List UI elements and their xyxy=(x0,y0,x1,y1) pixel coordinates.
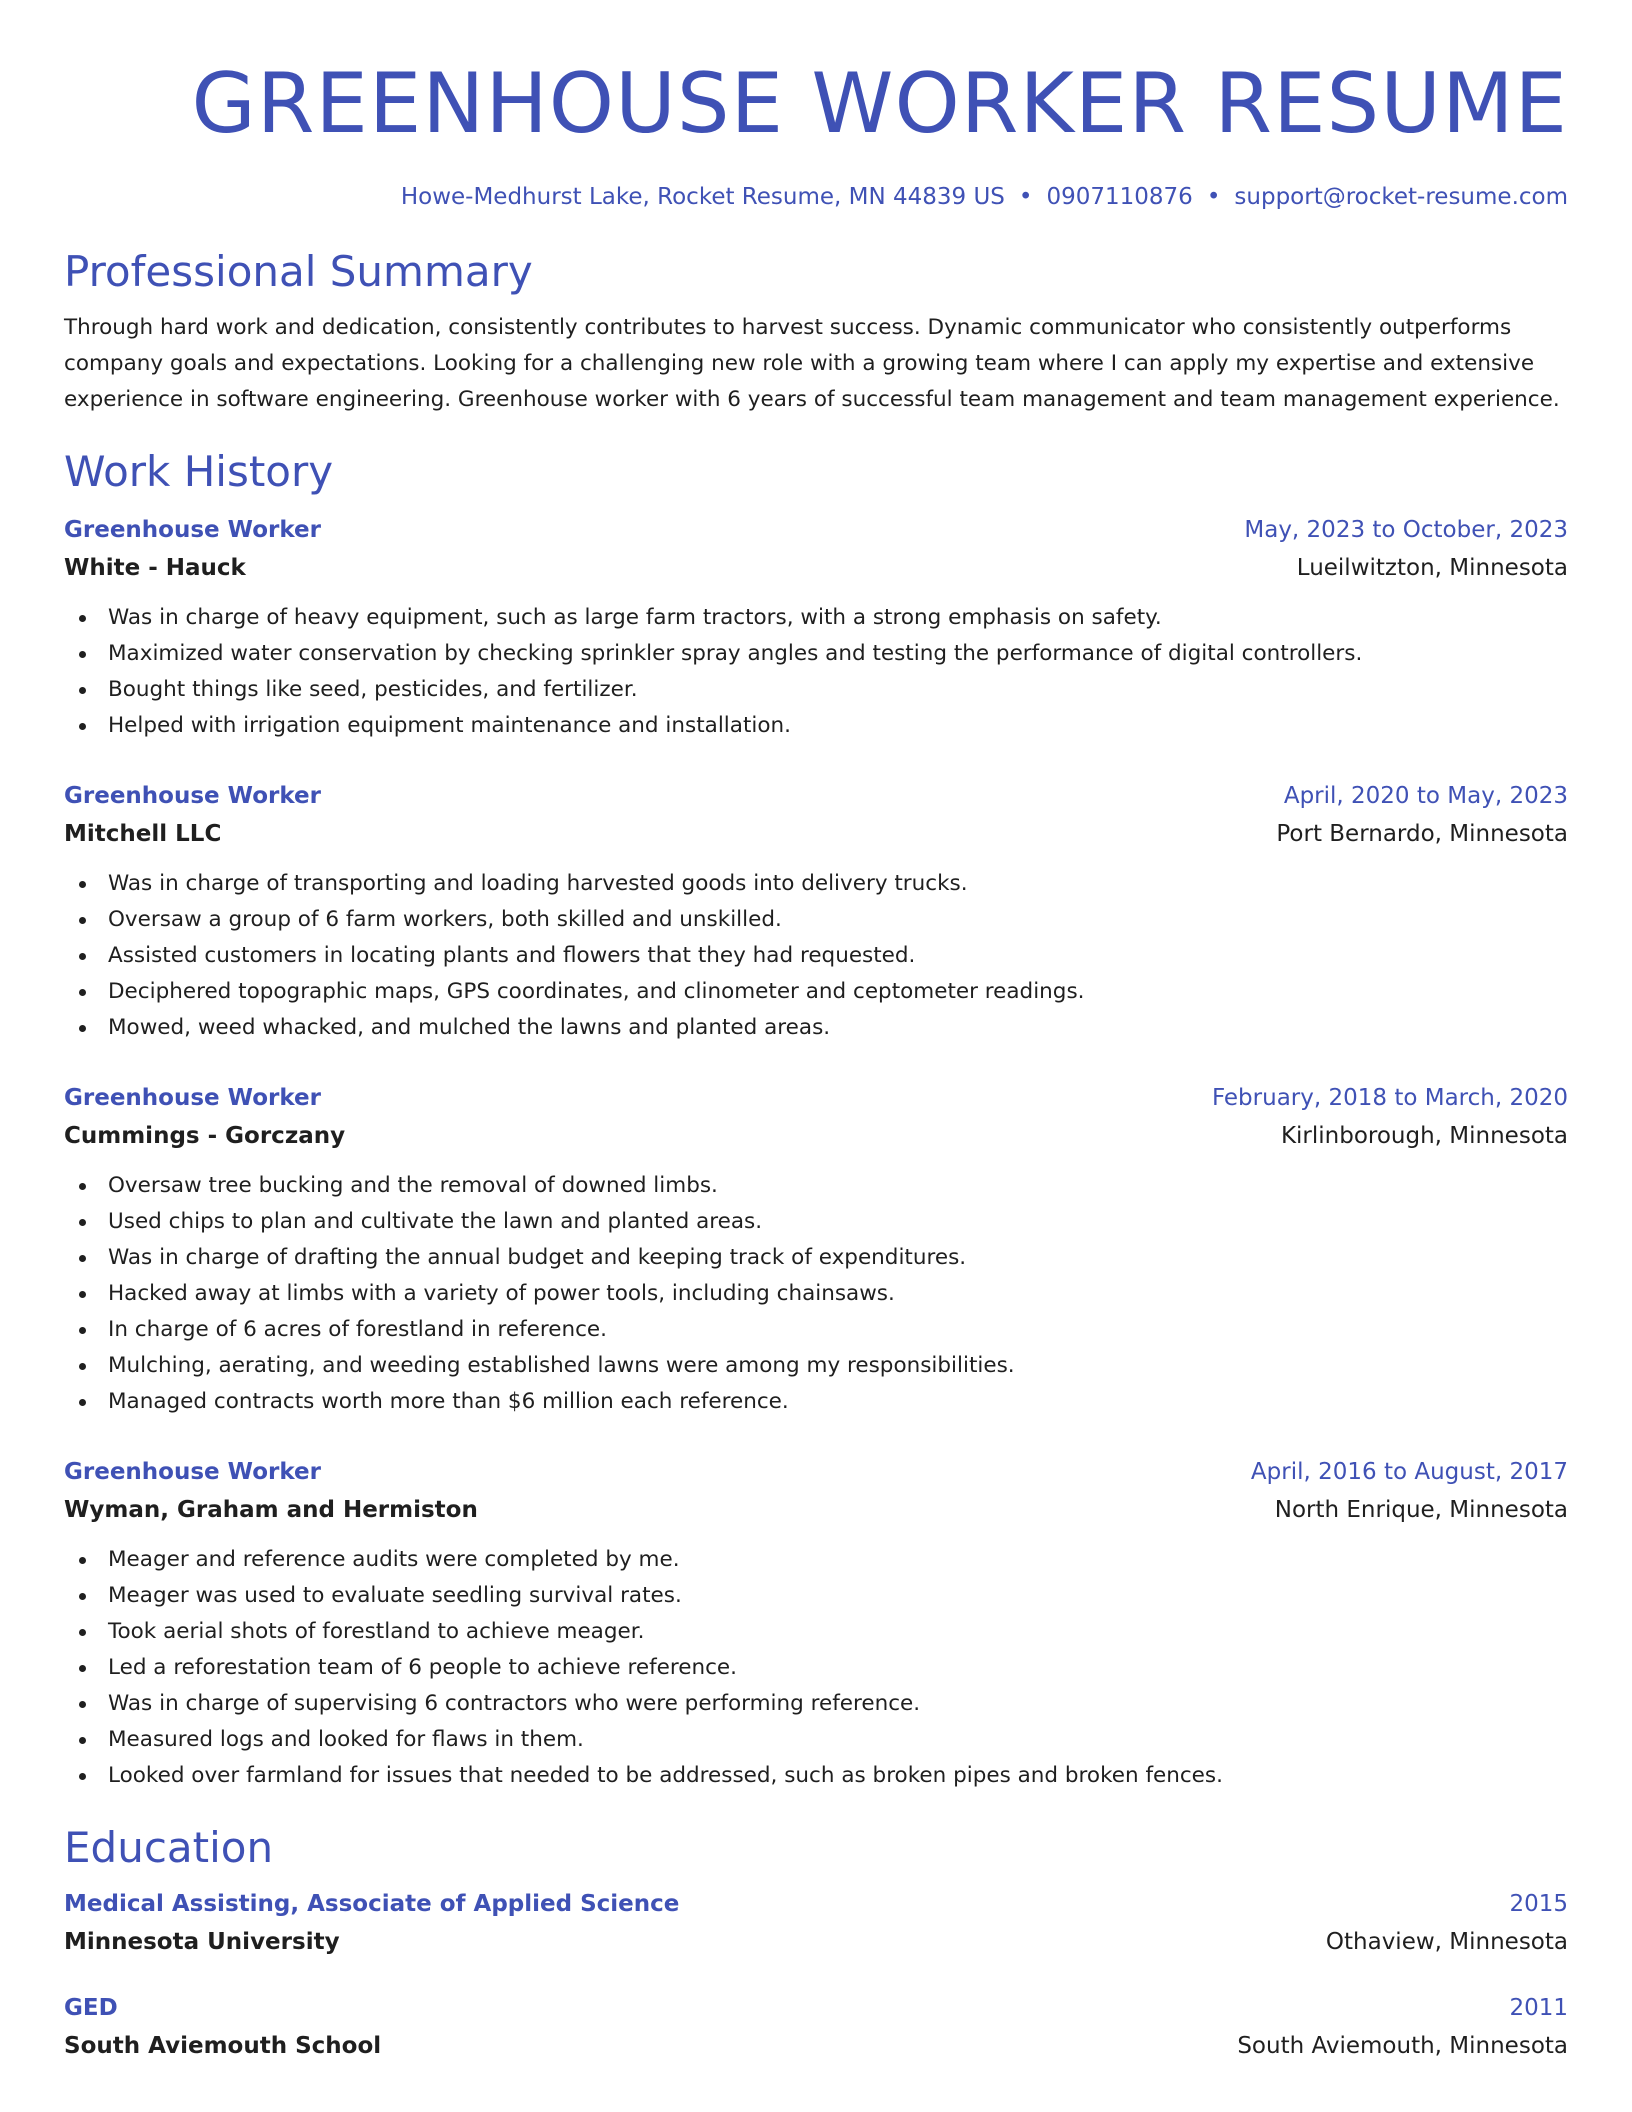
job-bullet xyxy=(64,1614,1568,1650)
job-bullet-text: Was in charge of heavy equipment, such as large farm tractors, with a strong emphasis on safety. xyxy=(108,605,1162,630)
job-bullet xyxy=(64,938,1568,974)
bullet-dot-icon xyxy=(79,881,86,888)
job-header-row xyxy=(64,780,1568,812)
job-company-row xyxy=(64,552,1568,584)
work-history-list xyxy=(64,514,1568,1794)
job-bullet xyxy=(64,1686,1568,1722)
bullet-dot-icon xyxy=(79,723,86,730)
education-location: Othaview, Minnesota xyxy=(1325,1929,1568,1955)
job-bullet xyxy=(64,672,1568,708)
bullet-dot-icon xyxy=(79,1327,86,1334)
job-bullet xyxy=(64,1010,1568,1046)
bullet-dot-icon xyxy=(79,1557,86,1564)
job-bullet xyxy=(64,1348,1568,1384)
job-header-row xyxy=(64,1456,1568,1488)
job-dates: April, 2020 to May, 2023 xyxy=(1283,783,1568,809)
job-bullet-text: Hacked away at limbs with a variety of power tools, including chainsaws. xyxy=(108,1281,895,1306)
education-location: South Aviemouth, Minnesota xyxy=(1237,2033,1568,2059)
job-bullet-text: Assisted customers in locating plants and flowers that they had requested. xyxy=(108,943,916,968)
bullet-dot-icon xyxy=(79,1701,86,1708)
job-bullet-text: Was in charge of supervising 6 contractors who were performing reference. xyxy=(108,1691,921,1716)
job-title: Greenhouse Worker xyxy=(64,1085,321,1111)
job-bullet xyxy=(64,902,1568,938)
job-title: Greenhouse Worker xyxy=(64,783,321,809)
job-company-row xyxy=(64,1120,1568,1152)
bullet-dot-icon xyxy=(79,1363,86,1370)
work-history-heading: Work History xyxy=(64,447,334,496)
bullet-dot-icon xyxy=(79,687,86,694)
job-bullet-text: Mulching, aerating, and weeding established lawns were among my responsibilities. xyxy=(108,1353,1015,1378)
bullet-dot-icon xyxy=(79,1291,86,1298)
job-company: White - Hauck xyxy=(64,555,246,581)
job-bullet xyxy=(64,1276,1568,1312)
education-header-row xyxy=(64,1888,1568,1920)
job-bullet xyxy=(64,1758,1568,1794)
education-header-row xyxy=(64,1992,1568,2024)
job-company-row xyxy=(64,818,1568,850)
contact-email[interactable]: support@rocket-resume.com xyxy=(1234,184,1568,210)
resume-page xyxy=(64,0,1568,2062)
job-bullet-text: Maximized water conservation by checking sprinkler spray angles and testing the performance of digital controllers. xyxy=(108,641,1363,666)
job-bullet-text: Was in charge of drafting the annual budget and keeping track of expenditures. xyxy=(108,1245,967,1270)
bullet-dot-icon xyxy=(79,651,86,658)
job-dates: April, 2016 to August, 2017 xyxy=(1250,1459,1568,1485)
job-company: Cummings - Gorczany xyxy=(64,1123,346,1149)
job-bullet-list xyxy=(64,600,1568,744)
bullet-dot-icon xyxy=(79,1399,86,1406)
job-bullet xyxy=(64,974,1568,1010)
job-header-row xyxy=(64,1082,1568,1114)
job-bullet xyxy=(64,1650,1568,1686)
job-bullet xyxy=(64,1312,1568,1348)
job-bullet-text: Looked over farmland for issues that needed to be addressed, such as broken pipes and broken fences. xyxy=(108,1763,1223,1788)
education-entry xyxy=(64,1992,1568,2062)
job-dates: February, 2018 to March, 2020 xyxy=(1211,1085,1568,1111)
job-entry xyxy=(64,780,1568,1046)
job-bullet xyxy=(64,1578,1568,1614)
education-degree: Medical Assisting, Associate of Applied Science xyxy=(64,1891,680,1917)
job-bullet-text: Helped with irrigation equipment maintenance and installation. xyxy=(108,713,791,738)
job-location: Port Bernardo, Minnesota xyxy=(1276,821,1568,847)
job-bullet-text: Bought things like seed, pesticides, and fertilizer. xyxy=(108,677,638,702)
bullet-dot-icon xyxy=(79,615,86,622)
job-bullet xyxy=(64,1204,1568,1240)
job-bullet xyxy=(64,866,1568,902)
job-bullet xyxy=(64,1168,1568,1204)
education-heading: Education xyxy=(64,1823,274,1872)
job-title: Greenhouse Worker xyxy=(64,517,321,543)
job-dates: May, 2023 to October, 2023 xyxy=(1244,517,1568,543)
job-location: North Enrique, Minnesota xyxy=(1274,1497,1568,1523)
education-list xyxy=(64,1888,1568,2062)
bullet-dot-icon xyxy=(79,917,86,924)
job-bullet xyxy=(64,600,1568,636)
bullet-dot-icon xyxy=(79,1773,86,1780)
job-bullet xyxy=(64,1722,1568,1758)
summary-text: Through hard work and dedication, consistently contributes to harvest success. Dynamic communicator who consistently outperforms company goals and expectations. Looking for a challenging new role with a growing team where I can apply my expertise and extensive experience in software engineering. Greenhouse worker with 6 years of successful team management and team management experience. xyxy=(64,315,1560,412)
contact-phone: 0907110876 xyxy=(1046,184,1193,210)
job-bullet-text: Used chips to plan and cultivate the lawn and planted areas. xyxy=(108,1209,763,1234)
job-entry xyxy=(64,1456,1568,1794)
job-company-row xyxy=(64,1494,1568,1526)
education-year: 2015 xyxy=(1509,1891,1568,1917)
job-bullet-text: Led a reforestation team of 6 people to achieve reference. xyxy=(108,1655,737,1680)
job-entry xyxy=(64,1082,1568,1420)
job-bullet xyxy=(64,1542,1568,1578)
job-bullet-text: Oversaw tree bucking and the removal of downed limbs. xyxy=(108,1173,718,1198)
job-bullet-text: Managed contracts worth more than $6 million each reference. xyxy=(108,1389,789,1414)
summary-heading: Professional Summary xyxy=(64,247,533,296)
contact-address: Howe-Medhurst Lake, Rocket Resume, MN 44839 US xyxy=(400,184,1005,210)
education-school: South Aviemouth School xyxy=(64,2033,382,2059)
job-bullet-text: Oversaw a group of 6 farm workers, both skilled and unskilled. xyxy=(108,907,782,932)
job-bullet-text: Was in charge of transporting and loading harvested goods into delivery trucks. xyxy=(108,871,968,896)
job-bullet-text: Mowed, weed whacked, and mulched the lawns and planted areas. xyxy=(108,1015,831,1040)
education-school-row xyxy=(64,1926,1568,1958)
job-company: Wyman, Graham and Hermiston xyxy=(64,1497,478,1523)
bullet-dot-icon xyxy=(79,989,86,996)
education-school: Minnesota University xyxy=(64,1929,340,1955)
job-title: Greenhouse Worker xyxy=(64,1459,321,1485)
job-bullet xyxy=(64,708,1568,744)
job-header-row xyxy=(64,514,1568,546)
job-bullet-text: Took aerial shots of forestland to achieve meager. xyxy=(108,1619,645,1644)
bullet-dot-icon xyxy=(79,1737,86,1744)
job-bullet-text: Meager and reference audits were completed by me. xyxy=(108,1547,680,1572)
job-location: Lueilwitzton, Minnesota xyxy=(1296,555,1568,581)
job-bullet-text: In charge of 6 acres of forestland in reference. xyxy=(108,1317,607,1342)
job-bullet-list xyxy=(64,866,1568,1046)
job-bullet-text: Meager was used to evaluate seedling survival rates. xyxy=(108,1583,682,1608)
job-entry xyxy=(64,514,1568,744)
education-degree: GED xyxy=(64,1995,118,2021)
job-bullet-list xyxy=(64,1168,1568,1420)
bullet-dot-icon xyxy=(79,1255,86,1262)
job-bullet xyxy=(64,636,1568,672)
contact-separator: • xyxy=(1206,184,1221,210)
bullet-dot-icon xyxy=(79,953,86,960)
bullet-dot-icon xyxy=(79,1593,86,1600)
bullet-dot-icon xyxy=(79,1665,86,1672)
bullet-dot-icon xyxy=(79,1183,86,1190)
job-location: Kirlinborough, Minnesota xyxy=(1280,1123,1568,1149)
bullet-dot-icon xyxy=(79,1629,86,1636)
resume-title: GREENHOUSE WORKER RESUME xyxy=(191,55,1568,152)
contact-line xyxy=(64,182,1568,212)
job-bullet-list xyxy=(64,1542,1568,1794)
job-company: Mitchell LLC xyxy=(64,821,222,847)
job-bullet-text: Deciphered topographic maps, GPS coordinates, and clinometer and ceptometer readings. xyxy=(108,979,1085,1004)
education-year: 2011 xyxy=(1509,1995,1568,2021)
job-bullet xyxy=(64,1240,1568,1276)
education-entry xyxy=(64,1888,1568,1958)
job-bullet xyxy=(64,1384,1568,1420)
contact-separator: • xyxy=(1018,184,1033,210)
job-bullet-text: Measured logs and looked for flaws in them. xyxy=(108,1727,584,1752)
bullet-dot-icon xyxy=(79,1219,86,1226)
education-school-row xyxy=(64,2030,1568,2062)
bullet-dot-icon xyxy=(79,1025,86,1032)
